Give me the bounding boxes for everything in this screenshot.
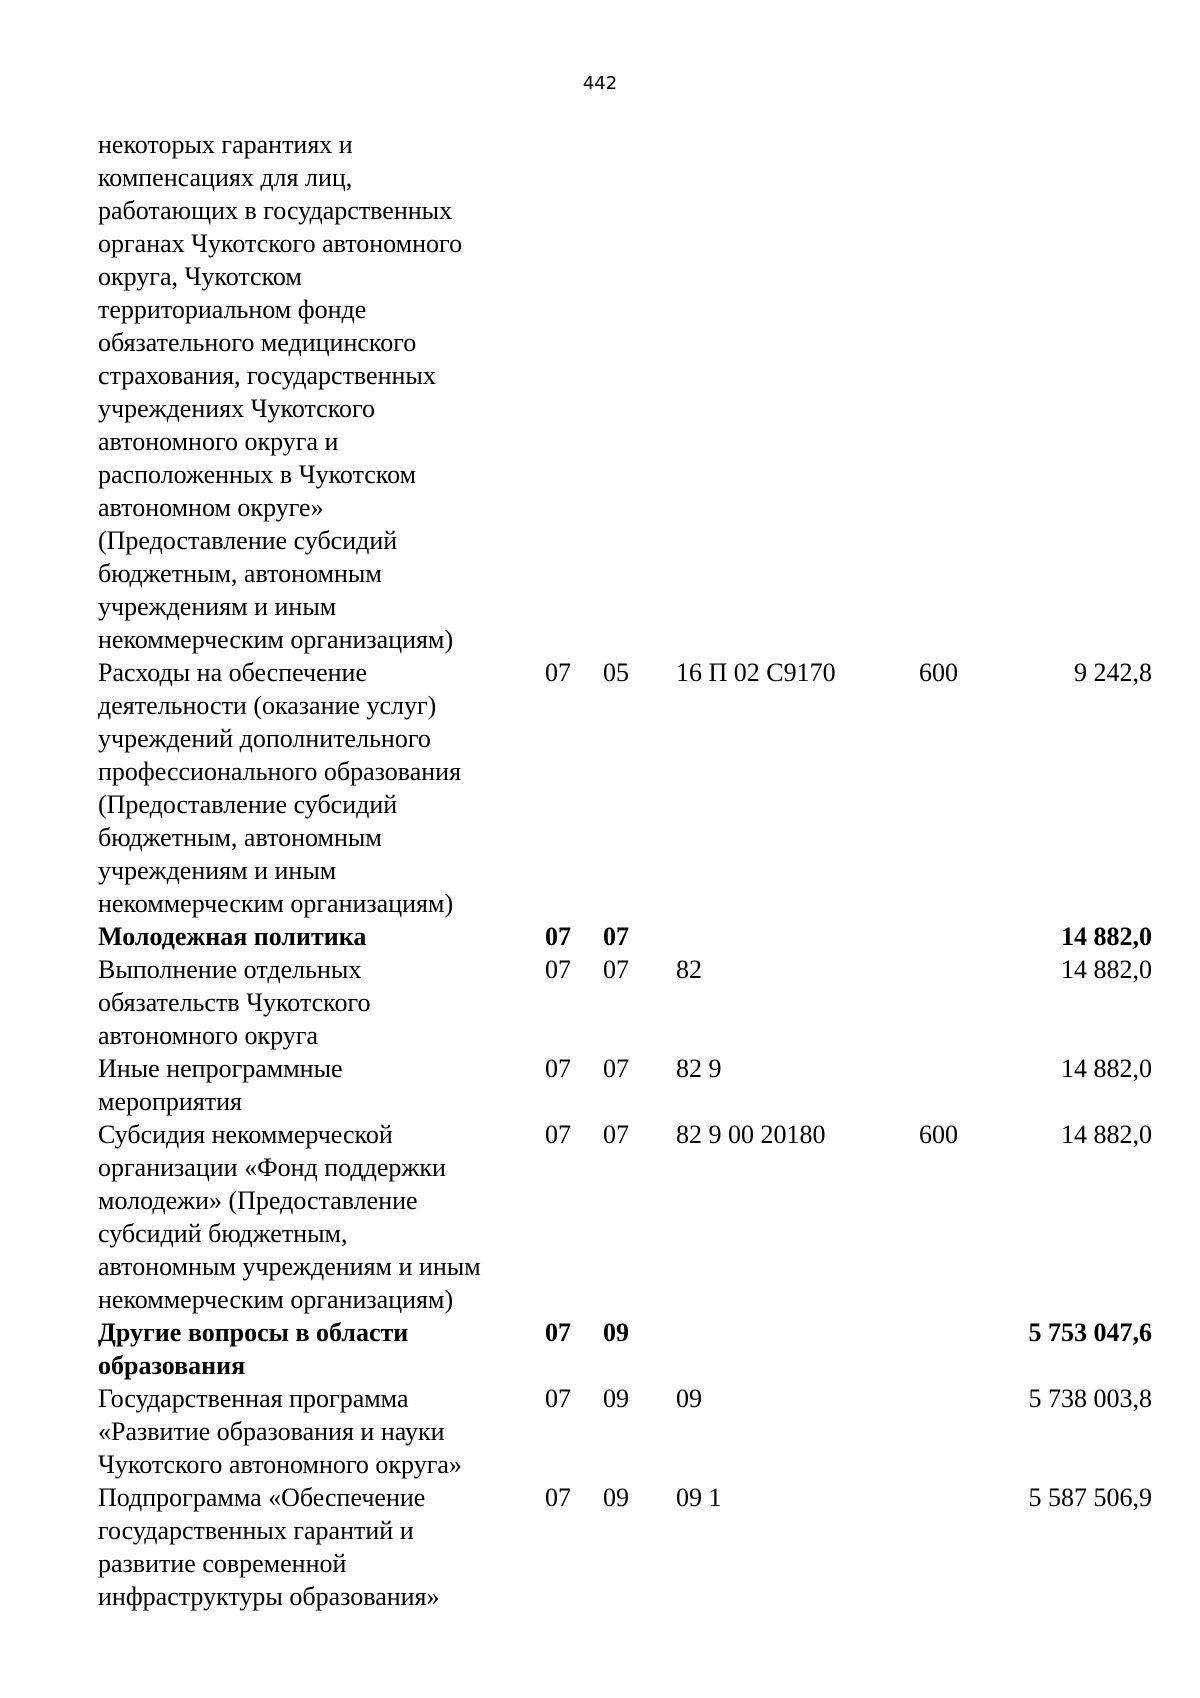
row-name (98, 656, 538, 920)
row-name-line: страхования, государственных (98, 361, 436, 390)
row-name-line: субсидий бюджетным, (98, 1219, 348, 1248)
amount: 14 882,0 (1061, 955, 1152, 984)
subsection-code: 07 (603, 955, 629, 984)
subsection-code: 07 (603, 1120, 629, 1149)
target-item-code: 16 П 02 С9170 (676, 658, 836, 687)
row-name (98, 1382, 538, 1481)
section-code: 07 (545, 922, 571, 951)
row-name-line: автономном округе» (98, 493, 324, 522)
section-code: 07 (545, 1120, 571, 1149)
row-name-line: Молодежная политика (98, 922, 367, 951)
row-name-line: некоторых гарантиях и (98, 130, 353, 159)
page-number: 442 (582, 73, 618, 94)
row-name (98, 953, 538, 1052)
section-code: 07 (545, 1483, 571, 1512)
table-row (0, 656, 1200, 920)
subsection-code: 07 (603, 1054, 629, 1083)
row-name-line: территориальном фонде (98, 295, 367, 324)
section-code: 07 (545, 955, 571, 984)
table-row (0, 1316, 1200, 1382)
row-name-line: Государственная программа (98, 1384, 409, 1413)
row-name-line: профессионального образования (98, 757, 462, 786)
amount: 5 587 506,9 (1028, 1483, 1152, 1512)
amount: 14 882,0 (1061, 1054, 1152, 1083)
expense-type-code: 600 (919, 658, 958, 687)
row-name-line: Выполнение отдельных (98, 955, 362, 984)
row-name-line: организации «Фонд поддержки (98, 1153, 446, 1182)
row-name-line: округа, Чукотском (98, 262, 302, 291)
row-name-line: деятельности (оказание услуг) (98, 691, 437, 720)
target-item-code: 82 (676, 955, 702, 984)
section-code: 07 (545, 1384, 571, 1413)
table-row (0, 920, 1200, 953)
section-code: 07 (545, 658, 571, 687)
row-name-line: образования (98, 1351, 246, 1380)
target-item-code: 09 1 (676, 1483, 722, 1512)
row-name-line: государственных гарантий и (98, 1516, 414, 1545)
row-name-line: учреждениях Чукотского (98, 394, 376, 423)
row-name (98, 1481, 538, 1613)
row-name (98, 1118, 538, 1316)
target-item-code: 82 9 00 20180 (676, 1120, 826, 1149)
row-name-line: Субсидия некоммерческой (98, 1120, 393, 1149)
amount: 14 882,0 (1061, 922, 1152, 951)
row-name-line: работающих в государственных (98, 196, 453, 225)
table-row (0, 1481, 1200, 1613)
table-row (0, 953, 1200, 1052)
row-name-line: Иные непрограммные (98, 1054, 343, 1083)
row-name-line: Чукотского автономного округа» (98, 1450, 462, 1479)
row-name-line: развитие современной (98, 1549, 347, 1578)
row-name-line: бюджетным, автономным (98, 559, 382, 588)
amount: 14 882,0 (1061, 1120, 1152, 1149)
section-code: 07 (545, 1318, 571, 1347)
section-code: 07 (545, 1054, 571, 1083)
row-name-line: бюджетным, автономным (98, 823, 382, 852)
row-name-line: расположенных в Чукотском (98, 460, 417, 489)
table-row (0, 1118, 1200, 1316)
row-name-line: автономным учреждениям и иным (98, 1252, 481, 1281)
row-name-line: автономного округа (98, 1021, 318, 1050)
table-row (0, 1052, 1200, 1118)
row-name-line: учреждениям и иным (98, 592, 337, 621)
row-name-line: некоммерческим организациям) (98, 889, 454, 918)
subsection-code: 09 (603, 1318, 629, 1347)
table-row (0, 128, 1200, 656)
row-name-line: автономного округа и (98, 427, 339, 456)
subsection-code: 05 (603, 658, 629, 687)
subsection-code: 07 (603, 922, 629, 951)
table-row (0, 1382, 1200, 1481)
row-name-line: некоммерческим организациям) (98, 1285, 454, 1314)
subsection-code: 09 (603, 1384, 629, 1413)
row-name-line: инфраструктуры образования» (98, 1582, 440, 1611)
row-name-line: Подпрограмма «Обеспечение (98, 1483, 426, 1512)
amount: 9 242,8 (1074, 658, 1152, 687)
subsection-code: 09 (603, 1483, 629, 1512)
row-name-line: Другие вопросы в области (98, 1318, 409, 1347)
row-name (98, 128, 538, 656)
row-name-line: «Развитие образования и науки (98, 1417, 445, 1446)
row-name (98, 1316, 538, 1382)
budget-table (0, 128, 1200, 1613)
row-name-line: учреждениям и иным (98, 856, 337, 885)
row-name-line: некоммерческим организациям) (98, 625, 454, 654)
row-name-line: Расходы на обеспечение (98, 658, 368, 687)
row-name (98, 920, 538, 953)
row-name-line: органах Чукотского автономного (98, 229, 463, 258)
amount: 5 753 047,6 (1028, 1318, 1152, 1347)
expense-type-code: 600 (919, 1120, 958, 1149)
target-item-code: 82 9 (676, 1054, 722, 1083)
row-name (98, 1052, 538, 1118)
amount: 5 738 003,8 (1028, 1384, 1152, 1413)
row-name-line: обязательного медицинского (98, 328, 417, 357)
row-name-line: (Предоставление субсидий (98, 790, 398, 819)
target-item-code: 09 (676, 1384, 702, 1413)
row-name-line: молодежи» (Предоставление (98, 1186, 418, 1215)
row-name-line: мероприятия (98, 1087, 243, 1116)
row-name-line: учреждений дополнительного (98, 724, 431, 753)
row-name-line: компенсациях для лиц, (98, 163, 353, 192)
row-name-line: (Предоставление субсидий (98, 526, 398, 555)
row-name-line: обязательств Чукотского (98, 988, 371, 1017)
